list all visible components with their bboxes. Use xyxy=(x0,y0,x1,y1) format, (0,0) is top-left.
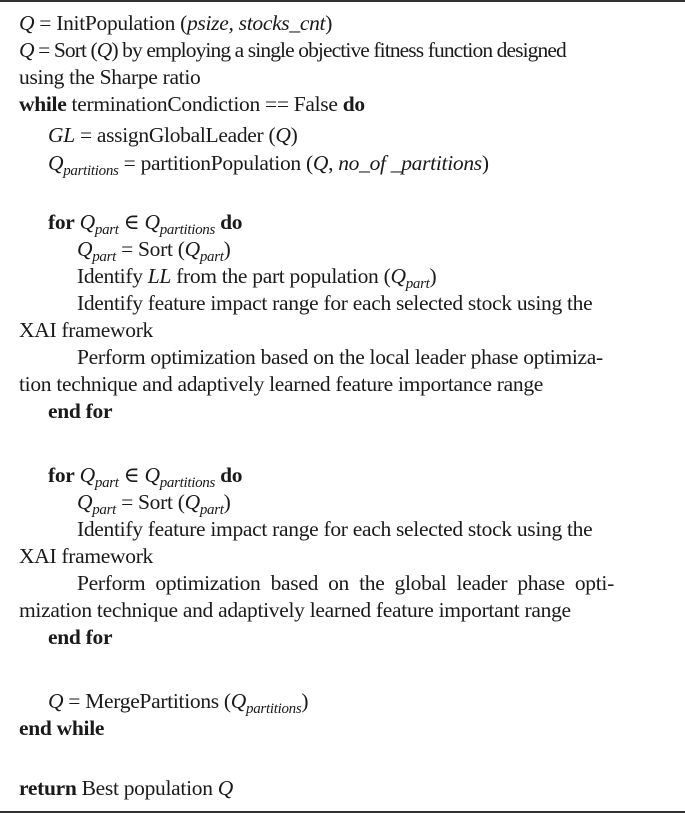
subscript: part xyxy=(94,475,119,491)
line-identify-ll xyxy=(77,263,437,292)
var-q: Q xyxy=(77,237,93,261)
var-q: Q xyxy=(79,463,95,487)
arg: Q xyxy=(184,490,200,514)
var-q: Q xyxy=(19,11,35,35)
text: XAI framework xyxy=(19,544,154,568)
text: tion technique and adaptively learned feature importance range xyxy=(19,372,544,396)
arg: Q xyxy=(96,38,112,62)
text: = Sort ( xyxy=(116,490,185,514)
arg: no_of _partitions xyxy=(338,151,482,175)
text: = Sort ( xyxy=(116,237,185,261)
element-of: ∈ xyxy=(118,210,145,234)
paren: ) xyxy=(223,490,231,514)
var-q: Q xyxy=(48,689,64,713)
subscript: part xyxy=(92,502,117,518)
subscript: part xyxy=(199,249,224,265)
text: Best population xyxy=(76,776,218,800)
text: = partitionPopulation ( xyxy=(118,151,313,175)
var-gl: GL xyxy=(48,123,75,147)
text: Identify feature impact range for each selected stock using the xyxy=(77,291,593,315)
text: Perform optimization based on the local leader phase optimiza- xyxy=(77,345,603,369)
line-for-global xyxy=(48,462,243,491)
line-merge-partitions xyxy=(48,688,309,717)
arg: Q xyxy=(275,123,291,147)
arg: Q xyxy=(230,689,247,713)
arg: Q xyxy=(184,237,200,261)
keyword-for: for xyxy=(48,210,75,234)
var-q: Q xyxy=(48,151,64,175)
keyword-end-for: end for xyxy=(48,625,113,649)
text: using the Sharpe ratio xyxy=(19,65,201,89)
line-partition-population xyxy=(48,150,489,179)
var-q: Q xyxy=(144,210,160,234)
element-of: ∈ xyxy=(118,463,145,487)
line-end-for xyxy=(48,624,112,650)
keyword-do: do xyxy=(342,92,365,116)
line-identify-feature-impact xyxy=(77,516,592,542)
text: = MergePartitions ( xyxy=(63,689,231,713)
text: = InitPopulation ( xyxy=(34,11,187,35)
subscript: part xyxy=(92,249,117,265)
var-q: Q xyxy=(79,210,95,234)
line-for-local xyxy=(48,209,243,238)
keyword-for: for xyxy=(48,463,75,487)
line-return xyxy=(19,775,233,801)
paren: ) xyxy=(301,689,309,713)
line-global-optimization xyxy=(77,570,614,596)
keyword-return: return xyxy=(19,776,77,800)
subscript: part xyxy=(199,502,224,518)
subscript: partitions xyxy=(246,701,302,717)
line-init-population xyxy=(19,10,332,36)
keyword-end-while: end while xyxy=(19,716,105,740)
text: mization technique and adaptively learned feature important range xyxy=(19,598,571,622)
var-q: Q xyxy=(77,490,93,514)
paren: ) xyxy=(325,11,333,35)
arg: Q xyxy=(312,151,329,175)
keyword-while: while xyxy=(19,92,67,116)
line-sort-population xyxy=(19,37,566,63)
subscript: part xyxy=(94,222,119,238)
args: psize, stocks_cnt xyxy=(186,11,326,35)
text: ) by employing a single objective fitness function designed xyxy=(111,38,566,62)
text: = assignGlobalLeader ( xyxy=(74,123,276,147)
keyword-do: do xyxy=(220,463,243,487)
line-end-for xyxy=(48,398,112,424)
subscript: part xyxy=(405,276,430,292)
line-sharpe-ratio xyxy=(19,64,200,90)
text: from the part population ( xyxy=(171,264,391,288)
line-while xyxy=(19,91,365,117)
text: terminationCondiction == False xyxy=(66,92,343,116)
line-local-optimization xyxy=(77,344,603,370)
line-assign-global-leader xyxy=(48,122,297,148)
var-q: Q xyxy=(217,776,233,800)
line-end-while xyxy=(19,715,104,741)
var-ll: LL xyxy=(147,264,172,288)
paren: ) xyxy=(290,123,298,147)
paren: ) xyxy=(223,237,231,261)
var-q: Q xyxy=(19,38,34,62)
line-local-optimization-cont xyxy=(19,371,543,397)
line-sort-part xyxy=(77,236,231,265)
keyword-do: do xyxy=(220,210,243,234)
subscript: partitions xyxy=(159,475,216,491)
line-global-optimization-cont xyxy=(19,597,571,623)
arg: Q xyxy=(390,264,406,288)
subscript: partitions xyxy=(63,163,119,179)
sep: , xyxy=(328,151,339,175)
line-identify-feature-impact xyxy=(77,290,592,316)
var-q: Q xyxy=(144,463,160,487)
line-sort-part xyxy=(77,489,231,518)
text: = Sort ( xyxy=(33,38,97,62)
subscript: partitions xyxy=(159,222,216,238)
text: Identify xyxy=(77,264,148,288)
text: Perform optimization based on the global leader phase opti- xyxy=(77,571,614,595)
line-xai-framework xyxy=(19,543,153,569)
text: XAI framework xyxy=(19,318,154,342)
paren: ) xyxy=(481,151,489,175)
line-xai-framework xyxy=(19,317,153,343)
keyword-end-for: end for xyxy=(48,399,113,423)
text: Identify feature impact range for each selected stock using the xyxy=(77,517,593,541)
paren: ) xyxy=(429,264,437,288)
